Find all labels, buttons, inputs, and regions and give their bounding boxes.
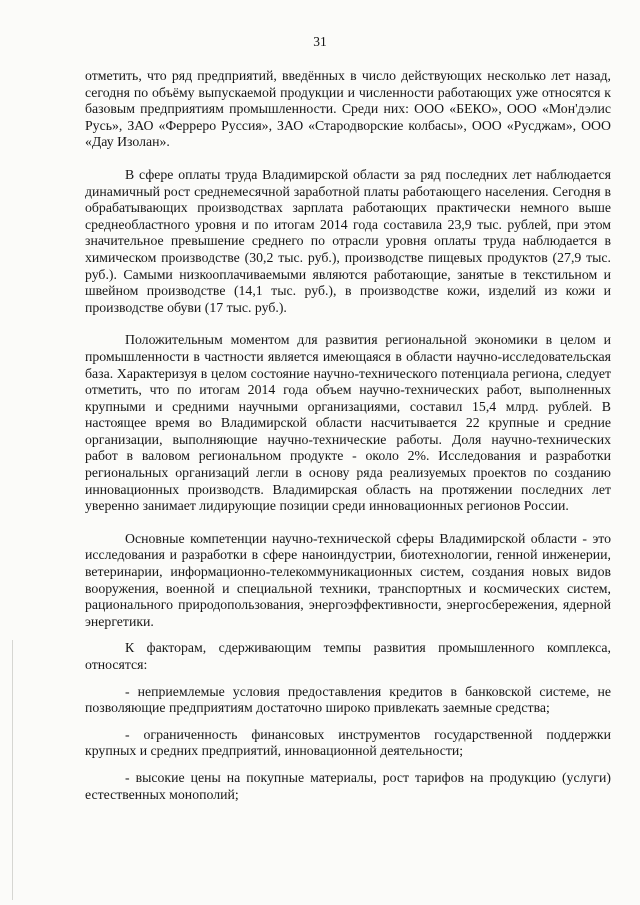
paragraph-competencies: Основные компетенции научно-технической сферы Владимирской области - это исследования и разработки в сфере наноиндустрии, биотехнологии, генной инженерии, ветеринарии, информационно-телекоммуникационных систем, создания новых видов вооружения, военной и специальной техники, транспортных и космических систем, рационального природопользования, энергоэффективности, энергосбережения, ядерной энергетики.	[85, 530, 611, 629]
list-item-financial-instruments: - ограниченность финансовых инструментов государственной поддержки крупных и средних предприятий, инновационной деятельности;	[85, 726, 611, 759]
paragraph-research-base: Положительным моментом для развития региональной экономики в целом и промышленности в частности является имеющаяся в области научно-исследовательская база. Характеризуя в целом состояние научно-технического потенциала региона, следует отметить, что по итогам 2014 года объем научно-технических работ, выполненных крупными и средними научными организациями, составил 15,4 млрд. рублей. В настоящее время во Владимирской области насчитывается 22 крупные и средние организации, выполняющие научно-технические работы. Доля научно-технических работ в валовом региональном продукте - около 2%. Исследования и разработки региональных организаций легли в основу ряда реализуемых проектов по созданию инновационных производств. Владимирская область на протяжении последних лет уверенно занимает лидирующие позиции среди инновационных регионов России.	[85, 332, 611, 514]
paragraph-factors-intro: К факторам, сдерживающим темпы развития промышленного комплекса, относятся:	[85, 640, 611, 672]
document-body	[85, 68, 611, 803]
scan-edge-line	[12, 640, 13, 900]
paragraph-continuation: отметить, что ряд предприятий, введённых в число действующих несколько лет назад, сегодня по объёму выпускаемой продукции и численности работающих уже относятся к базовым предприятиям промышленности. Среди них: ООО «БЕКО», ООО «Мон'дэлис Русь», ЗАО «Ферреро Руссия», ЗАО «Стародворские колбасы», ООО «Русджам», ООО «Дау Изолан».	[85, 68, 611, 150]
page-number: 31	[313, 34, 327, 49]
paragraph-wages: В сфере оплаты труда Владимирской области за ряд последних лет наблюдается динамичный рост среднемесячной заработной платы работающего населения. Сегодня в обрабатывающих производствах зарплата работающих практически немного выше среднеобластного уровня и по итогам 2014 года составила 23,9 тыс. рублей, при этом значительное превышение среднего по отрасли уровня оплаты труда наблюдается в химическом производстве (30,2 тыс. руб.), производстве пищевых продуктов (27,9 тыс. руб.). Самыми низкооплачиваемыми являются работающие, занятые в текстильном и швейном производстве (14,1 тыс. руб.), в производстве кожи, изделий из кожи и производстве обуви (17 тыс. руб.).	[85, 166, 611, 315]
list-item-credit-conditions: - неприемлемые условия предоставления кредитов в банковской системе, не позволяющие предприятиям достаточно широко привлекать заемные средства;	[85, 683, 611, 716]
list-item-prices-tariffs: - высокие цены на покупные материалы, рост тарифов на продукцию (услуги) естественных монополий;	[85, 769, 611, 802]
